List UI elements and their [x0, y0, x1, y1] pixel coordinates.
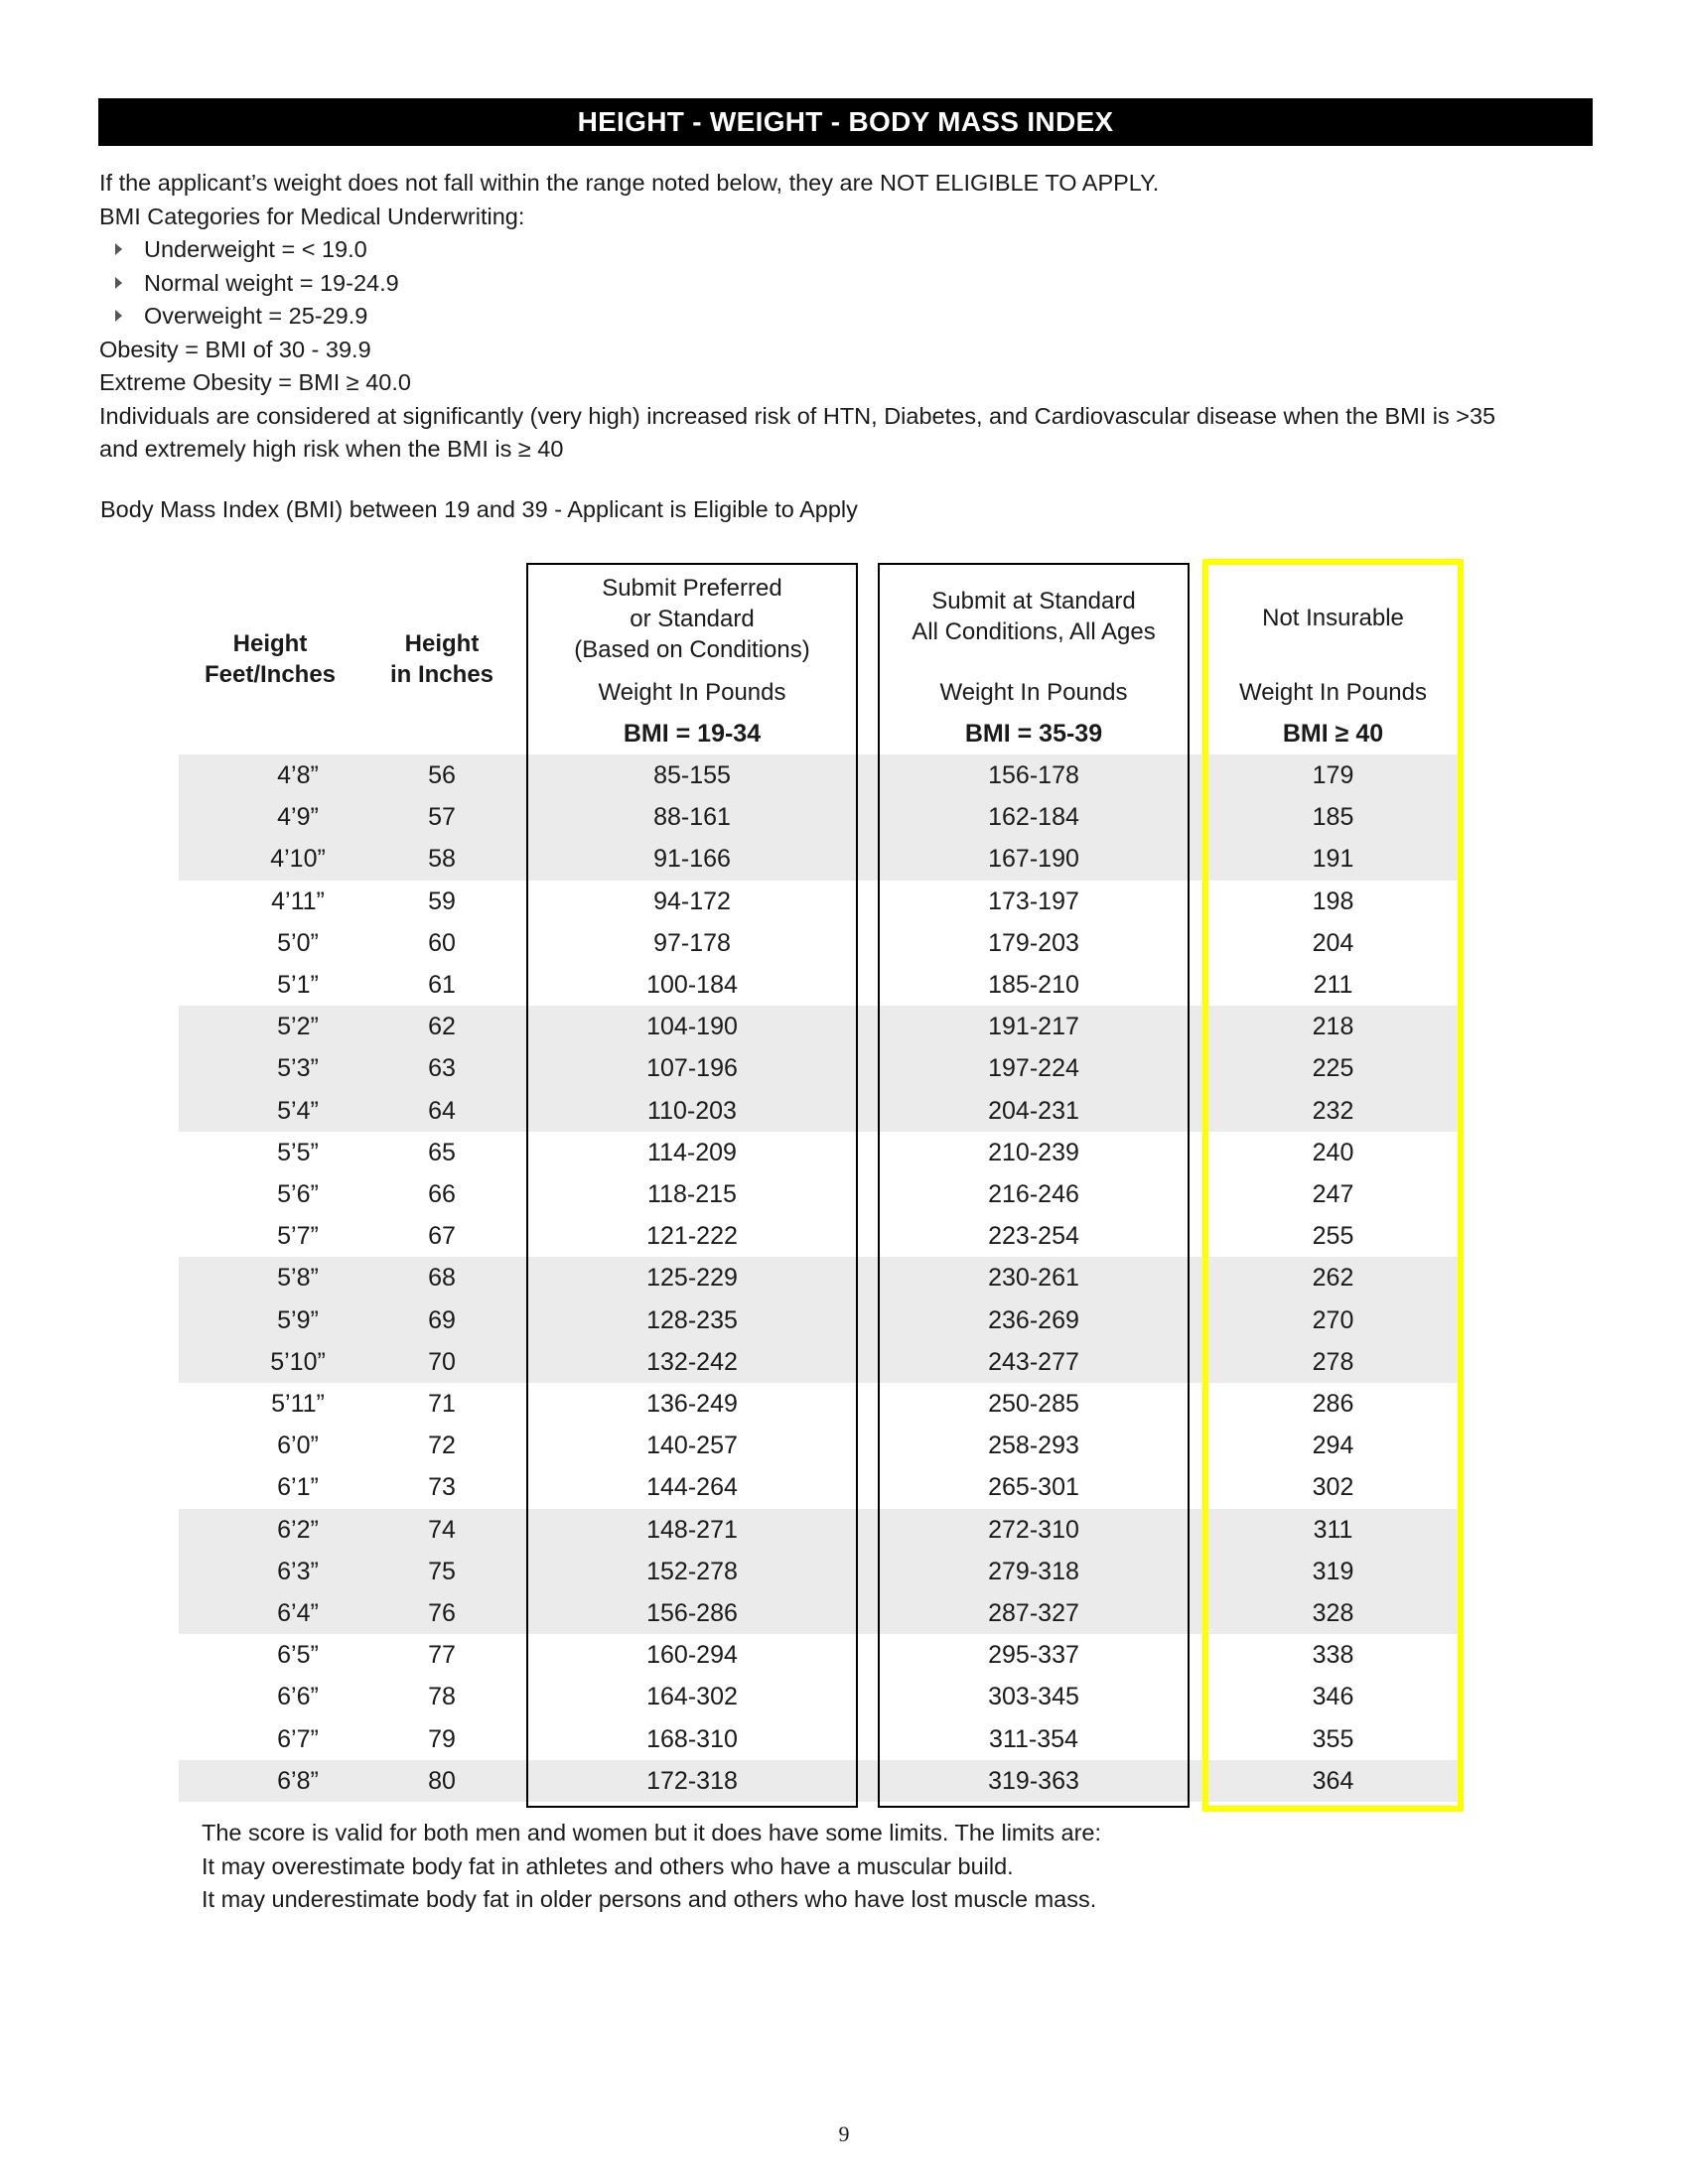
standard-weight-cell: 243-277 [988, 1347, 1079, 1376]
not-insurable-weight-cell: 255 [1312, 1222, 1354, 1251]
height-feet-cell: 5’8” [277, 1264, 319, 1293]
preferred-weight-cell: 172-318 [646, 1766, 738, 1795]
weight-label-not-insurable: Weight In Pounds [1238, 679, 1427, 706]
not-insurable-weight-cell: 311 [1313, 1515, 1353, 1544]
standard-weight-cell: 173-197 [988, 887, 1079, 915]
preferred-weight-cell: 160-294 [646, 1641, 738, 1670]
table-row [179, 754, 1460, 796]
standard-weight-cell: 230-261 [988, 1264, 1079, 1293]
table-row [179, 1257, 1460, 1298]
height-inches-cell: 66 [428, 1180, 456, 1208]
not-insurable-weight-cell: 191 [1312, 845, 1354, 874]
standard-weight-cell: 265-301 [988, 1473, 1079, 1502]
height-inches-cell: 68 [428, 1264, 456, 1293]
table-row [179, 1299, 1460, 1341]
note-line-1: The score is valid for both men and women but it does have some limits. The limits are: [202, 1820, 1102, 1845]
not-insurable-weight-cell: 338 [1312, 1641, 1354, 1670]
height-inches-cell: 74 [428, 1515, 456, 1544]
table-row [179, 964, 1460, 1006]
not-insurable-weight-cell: 355 [1312, 1724, 1354, 1753]
not-insurable-weight-cell: 185 [1312, 803, 1354, 832]
height-inches-cell: 76 [428, 1599, 456, 1627]
table-row [179, 881, 1460, 922]
not-insurable-weight-cell: 232 [1312, 1096, 1354, 1125]
not-insurable-weight-cell: 179 [1312, 761, 1354, 789]
height-feet-cell: 5’10” [270, 1347, 326, 1376]
risk-line-2: and extremely high risk when the BMI is ≥ 40 [99, 436, 564, 462]
table-row [179, 1383, 1460, 1425]
not-insurable-weight-cell: 328 [1312, 1599, 1354, 1627]
standard-weight-cell: 303-345 [988, 1683, 1079, 1711]
bullet-overweight: Overweight = 25-29.9 [99, 300, 1609, 334]
height-inches-cell: 62 [428, 1013, 456, 1041]
weight-label-preferred: Weight In Pounds [598, 679, 786, 706]
height-feet-cell: 6’2” [277, 1515, 319, 1544]
standard-weight-cell: 295-337 [988, 1641, 1079, 1670]
height-inches-cell: 78 [428, 1683, 456, 1711]
bmi-categories-heading: BMI Categories for Medical Underwriting: [99, 203, 525, 229]
height-feet-cell: 4’8” [277, 761, 319, 789]
risk-line-1: Individuals are considered at significantly (very high) increased risk of HTN, Diabetes, and Cardiovascular disease when the BMI is >35 [99, 402, 1496, 429]
height-feet-cell: 5’6” [277, 1180, 319, 1208]
height-feet-cell: 6’6” [277, 1683, 319, 1711]
table-row [179, 1006, 1460, 1047]
obesity-line: Obesity = BMI of 30 - 39.9 [99, 336, 371, 362]
not-insurable-weight-cell: 302 [1312, 1473, 1354, 1502]
preferred-weight-cell: 125-229 [646, 1264, 738, 1293]
table-row [179, 1132, 1460, 1173]
preferred-weight-cell: 85-155 [653, 761, 731, 789]
bmi-range-not-insurable: BMI ≥ 40 [1282, 720, 1384, 748]
table-row [179, 1341, 1460, 1383]
not-insurable-weight-cell: 198 [1312, 887, 1354, 915]
standard-weight-cell: 223-254 [988, 1222, 1079, 1251]
height-feet-cell: 6’1” [277, 1473, 319, 1502]
height-feet-cell: 4’9” [277, 803, 319, 832]
standard-weight-cell: 279-318 [988, 1557, 1079, 1585]
table-row [179, 1676, 1460, 1717]
height-feet-cell: 5’1” [277, 971, 319, 999]
height-inches-cell: 77 [428, 1641, 456, 1670]
table-row [179, 1760, 1460, 1802]
standard-weight-cell: 167-190 [988, 845, 1079, 874]
height-feet-cell: 6’3” [277, 1557, 319, 1585]
preferred-weight-cell: 156-286 [646, 1599, 738, 1627]
standard-weight-cell: 216-246 [988, 1180, 1079, 1208]
standard-weight-cell: 204-231 [988, 1096, 1079, 1125]
height-feet-cell: 5’5” [277, 1138, 319, 1166]
standard-weight-cell: 197-224 [988, 1054, 1079, 1083]
height-feet-cell: 6’4” [277, 1599, 319, 1627]
standard-weight-cell: 311-354 [989, 1724, 1078, 1753]
standard-weight-cell: 287-327 [988, 1599, 1079, 1627]
height-inches-cell: 57 [428, 803, 456, 832]
header-preferred: Submit Preferred or Standard (Based on Conditions) [574, 575, 810, 663]
preferred-weight-cell: 88-161 [653, 803, 731, 832]
not-insurable-weight-cell: 240 [1312, 1138, 1354, 1166]
table-row [179, 1466, 1460, 1508]
header-not-insurable: Not Insurable [1262, 605, 1404, 631]
height-inches-cell: 73 [428, 1473, 456, 1502]
not-insurable-weight-cell: 218 [1312, 1013, 1354, 1041]
bmi-range-standard: BMI = 35-39 [964, 720, 1103, 748]
height-inches-cell: 75 [428, 1557, 456, 1585]
standard-weight-cell: 236-269 [988, 1305, 1079, 1334]
table-row [179, 1173, 1460, 1215]
table-row [179, 1551, 1460, 1592]
table-row [179, 1592, 1460, 1634]
height-inches-cell: 67 [428, 1222, 456, 1251]
not-insurable-weight-cell: 270 [1312, 1305, 1354, 1334]
bmi-range-preferred: BMI = 19-34 [623, 720, 762, 748]
height-feet-cell: 5’3” [277, 1054, 319, 1083]
height-feet-cell: 5’7” [277, 1222, 319, 1251]
height-feet-cell: 5’11” [271, 1390, 325, 1418]
height-inches-cell: 64 [428, 1096, 456, 1125]
preferred-weight-cell: 94-172 [653, 887, 731, 915]
preferred-weight-cell: 118-215 [647, 1180, 737, 1208]
standard-weight-cell: 162-184 [988, 803, 1079, 832]
height-inches-cell: 71 [428, 1390, 456, 1418]
eligibility-warning: If the applicant’s weight does not fall within the range noted below, they are NOT ELIGIBLE TO APPLY. [99, 170, 1160, 196]
height-feet-cell: 4’10” [270, 845, 326, 874]
preferred-weight-cell: 104-190 [646, 1013, 738, 1041]
preferred-weight-cell: 107-196 [646, 1054, 738, 1083]
standard-weight-cell: 179-203 [988, 928, 1079, 957]
preferred-weight-cell: 114-209 [647, 1138, 737, 1166]
height-inches-cell: 72 [428, 1432, 456, 1460]
not-insurable-weight-cell: 225 [1312, 1054, 1354, 1083]
not-insurable-weight-cell: 211 [1313, 971, 1353, 999]
note-line-2: It may overestimate body fat in athletes and others who have a muscular build. [202, 1852, 1014, 1879]
height-inches-cell: 58 [428, 845, 456, 874]
preferred-weight-cell: 168-310 [646, 1724, 738, 1753]
height-inches-cell: 61 [428, 971, 456, 999]
height-feet-cell: 5’4” [277, 1096, 319, 1125]
preferred-weight-cell: 97-178 [653, 928, 731, 957]
not-insurable-weight-cell: 294 [1312, 1432, 1354, 1460]
not-insurable-weight-cell: 319 [1312, 1557, 1354, 1585]
standard-weight-cell: 185-210 [988, 971, 1079, 999]
not-insurable-weight-cell: 286 [1312, 1390, 1354, 1418]
height-inches-cell: 56 [428, 761, 456, 789]
height-feet-cell: 6’0” [277, 1432, 319, 1460]
height-feet-cell: 4’11” [271, 887, 325, 915]
standard-weight-cell: 210-239 [988, 1138, 1079, 1166]
not-insurable-weight-cell: 247 [1312, 1180, 1354, 1208]
height-feet-cell: 6’8” [277, 1766, 319, 1795]
height-feet-cell: 5’0” [277, 928, 319, 957]
height-inches-cell: 79 [428, 1724, 456, 1753]
height-feet-cell: 6’7” [277, 1724, 319, 1753]
height-inches-cell: 69 [428, 1305, 456, 1334]
height-inches-cell: 65 [428, 1138, 456, 1166]
table-row [179, 1634, 1460, 1676]
preferred-weight-cell: 148-271 [646, 1515, 738, 1544]
header-standard: Submit at Standard All Conditions, All Ages [912, 588, 1156, 645]
preferred-weight-cell: 144-264 [646, 1473, 738, 1502]
header-height-feet: Height Feet/Inches [204, 630, 337, 688]
preferred-weight-cell: 164-302 [646, 1683, 738, 1711]
table-row [179, 1425, 1460, 1466]
standard-weight-cell: 319-363 [988, 1766, 1079, 1795]
standard-weight-cell: 250-285 [988, 1390, 1079, 1418]
table-row [179, 1215, 1460, 1257]
eligible-statement: Body Mass Index (BMI) between 19 and 39 - Applicant is Eligible to Apply [100, 496, 858, 522]
not-insurable-weight-cell: 278 [1312, 1347, 1354, 1376]
not-insurable-weight-cell: 364 [1312, 1766, 1354, 1795]
weight-label-standard: Weight In Pounds [939, 679, 1128, 706]
preferred-weight-cell: 136-249 [646, 1390, 738, 1418]
table-row [179, 922, 1460, 964]
table-row [179, 1718, 1460, 1760]
standard-weight-cell: 156-178 [988, 761, 1079, 789]
preferred-weight-cell: 152-278 [646, 1557, 738, 1585]
height-inches-cell: 63 [428, 1054, 456, 1083]
bmi-limits-notes [202, 1817, 1101, 1917]
not-insurable-weight-cell: 346 [1312, 1683, 1354, 1711]
not-insurable-weight-cell: 262 [1312, 1264, 1354, 1293]
bullet-underweight: Underweight = < 19.0 [99, 233, 1609, 267]
table-row [179, 838, 1460, 880]
table-row [179, 1047, 1460, 1089]
preferred-weight-cell: 121-222 [646, 1222, 738, 1251]
preferred-weight-cell: 132-242 [646, 1347, 738, 1376]
preferred-weight-cell: 128-235 [646, 1305, 738, 1334]
height-inches-cell: 59 [428, 887, 456, 915]
bullet-normal-weight: Normal weight = 19-24.9 [99, 267, 1609, 301]
height-inches-cell: 70 [428, 1347, 456, 1376]
page-number: 9 [838, 2121, 850, 2146]
preferred-weight-cell: 110-203 [647, 1096, 737, 1125]
standard-weight-cell: 258-293 [988, 1432, 1079, 1460]
height-inches-cell: 80 [428, 1766, 456, 1795]
height-feet-cell: 6’5” [277, 1641, 319, 1670]
table-row [179, 796, 1460, 838]
preferred-weight-cell: 100-184 [646, 971, 738, 999]
height-inches-cell: 60 [428, 928, 456, 957]
preferred-weight-cell: 140-257 [646, 1432, 738, 1460]
header-height-inches: Height in Inches [389, 630, 494, 688]
page-banner-title: HEIGHT - WEIGHT - BODY MASS INDEX [98, 98, 1593, 146]
not-insurable-weight-cell: 204 [1312, 928, 1354, 957]
height-feet-cell: 5’9” [277, 1305, 319, 1334]
standard-weight-cell: 272-310 [988, 1515, 1079, 1544]
height-feet-cell: 5’2” [277, 1013, 319, 1041]
standard-weight-cell: 191-217 [988, 1013, 1079, 1041]
table-row [179, 1090, 1460, 1132]
note-line-3: It may underestimate body fat in older persons and others who have lost muscle mass. [202, 1886, 1097, 1912]
table-row [179, 1509, 1460, 1551]
preferred-weight-cell: 91-166 [653, 845, 731, 874]
extreme-obesity-line: Extreme Obesity = BMI ≥ 40.0 [99, 369, 411, 395]
